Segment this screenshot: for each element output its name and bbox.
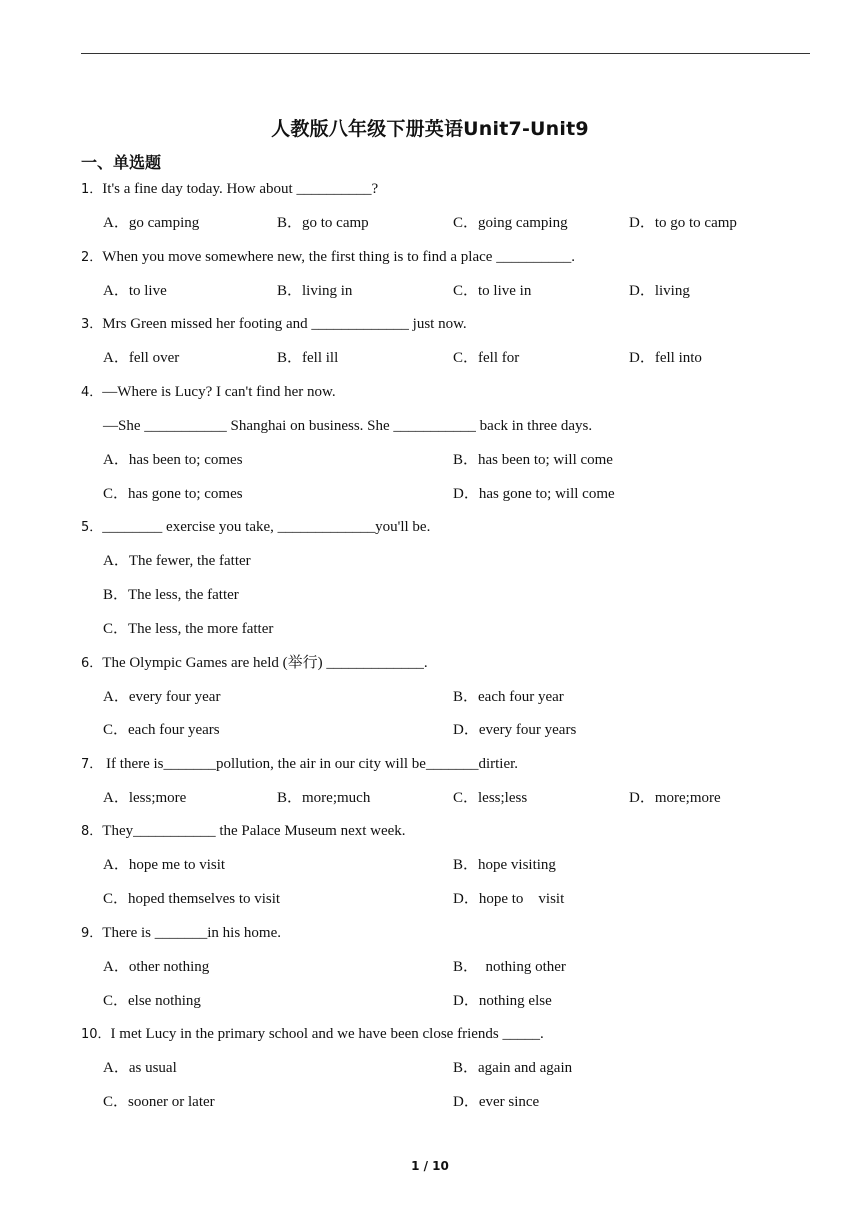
question-8 [81, 822, 406, 841]
option-b: B． nothing other [453, 959, 566, 975]
option-c: C．fell for [453, 350, 520, 366]
option-a: A．The fewer, the fatter [103, 553, 251, 569]
question-number: 1． [81, 182, 103, 197]
question-text: The Olympic Games are held (举行) _____________. [102, 655, 428, 671]
option-d: D．hope to visit [453, 891, 565, 907]
option-a: A．less;more [103, 790, 187, 806]
question-text: ________ exercise you take, _____________you'll be. [102, 519, 431, 535]
page-number: 1 / 10 [411, 1159, 449, 1173]
option-b: B．again and again [453, 1060, 573, 1076]
question-number: 8． [81, 824, 103, 839]
question-number: 9． [81, 926, 103, 941]
question-10 [81, 1025, 544, 1044]
option-b: B．fell ill [277, 350, 339, 366]
option-c: C．going camping [453, 215, 568, 231]
question-9 [81, 924, 281, 943]
option-b: B．go to camp [277, 215, 369, 231]
option-c: C．The less, the more fatter [103, 621, 274, 637]
option-d: D．ever since [453, 1094, 540, 1110]
option-d: D．every four years [453, 722, 577, 738]
question-6 [81, 654, 428, 673]
question-text: They___________ the Palace Museum next week. [102, 823, 406, 839]
question-number: 2． [81, 250, 103, 265]
option-c: C．each four years [103, 722, 220, 738]
header-rule [81, 53, 810, 54]
option-b: B．living in [277, 283, 353, 299]
section-heading: 一、单选题 [81, 153, 162, 172]
option-b: B．hope visiting [453, 857, 556, 873]
question-2 [81, 248, 575, 267]
question-number: 4． [81, 385, 103, 400]
question-4 [81, 383, 336, 402]
question-1 [81, 180, 378, 199]
question-7 [81, 755, 518, 774]
option-b: B．The less, the fatter [103, 587, 239, 603]
question-3 [81, 315, 467, 334]
question-number: 3． [81, 317, 103, 332]
option-d: D．to go to camp [629, 215, 737, 231]
question-text: It's a fine day today. How about __________? [102, 181, 379, 197]
question-text: There is _______in his home. [102, 925, 282, 941]
option-d: D．nothing else [453, 993, 552, 1009]
option-c: C．has gone to; comes [103, 486, 243, 502]
option-a: A．every four year [103, 689, 221, 705]
option-d: D．living [629, 283, 690, 299]
page-title: 人教版八年级下册英语Unit7-Unit9 [271, 118, 589, 140]
option-a: A．as usual [103, 1060, 177, 1076]
question-text: —Where is Lucy? I can't find her now. [102, 384, 336, 400]
question-text: Mrs Green missed her footing and _____________ just now. [102, 316, 467, 332]
option-b: B．each four year [453, 689, 564, 705]
option-a: A．other nothing [103, 959, 210, 975]
option-a: A．fell over [103, 350, 180, 366]
option-a: A．has been to; comes [103, 452, 243, 468]
option-d: D．has gone to; will come [453, 486, 615, 502]
option-c: C．less;less [453, 790, 528, 806]
option-c: C．hoped themselves to visit [103, 891, 281, 907]
option-a: A．hope me to visit [103, 857, 226, 873]
question-number: 6． [81, 656, 103, 671]
option-c: C．else nothing [103, 993, 201, 1009]
question-text: If there is_______pollution, the air in our city will be_______dirtier. [102, 756, 519, 772]
question-text-line-2: —She ___________ Shanghai on business. She ___________ back in three days. [103, 418, 593, 434]
option-a: A．go camping [103, 215, 200, 231]
question-text: I met Lucy in the primary school and we have been close friends _____. [110, 1026, 544, 1042]
option-c: C．sooner or later [103, 1094, 215, 1110]
question-text: When you move somewhere new, the first thing is to find a place __________. [102, 249, 575, 265]
question-5 [81, 518, 430, 537]
question-number: 10． [81, 1027, 111, 1042]
question-number: 5． [81, 520, 103, 535]
option-b: B．has been to; will come [453, 452, 613, 468]
option-b: B．more;much [277, 790, 371, 806]
option-c: C．to live in [453, 283, 532, 299]
option-d: D．more;more [629, 790, 721, 806]
option-d: D．fell into [629, 350, 702, 366]
question-number: 7． [81, 757, 103, 772]
option-a: A．to live [103, 283, 167, 299]
